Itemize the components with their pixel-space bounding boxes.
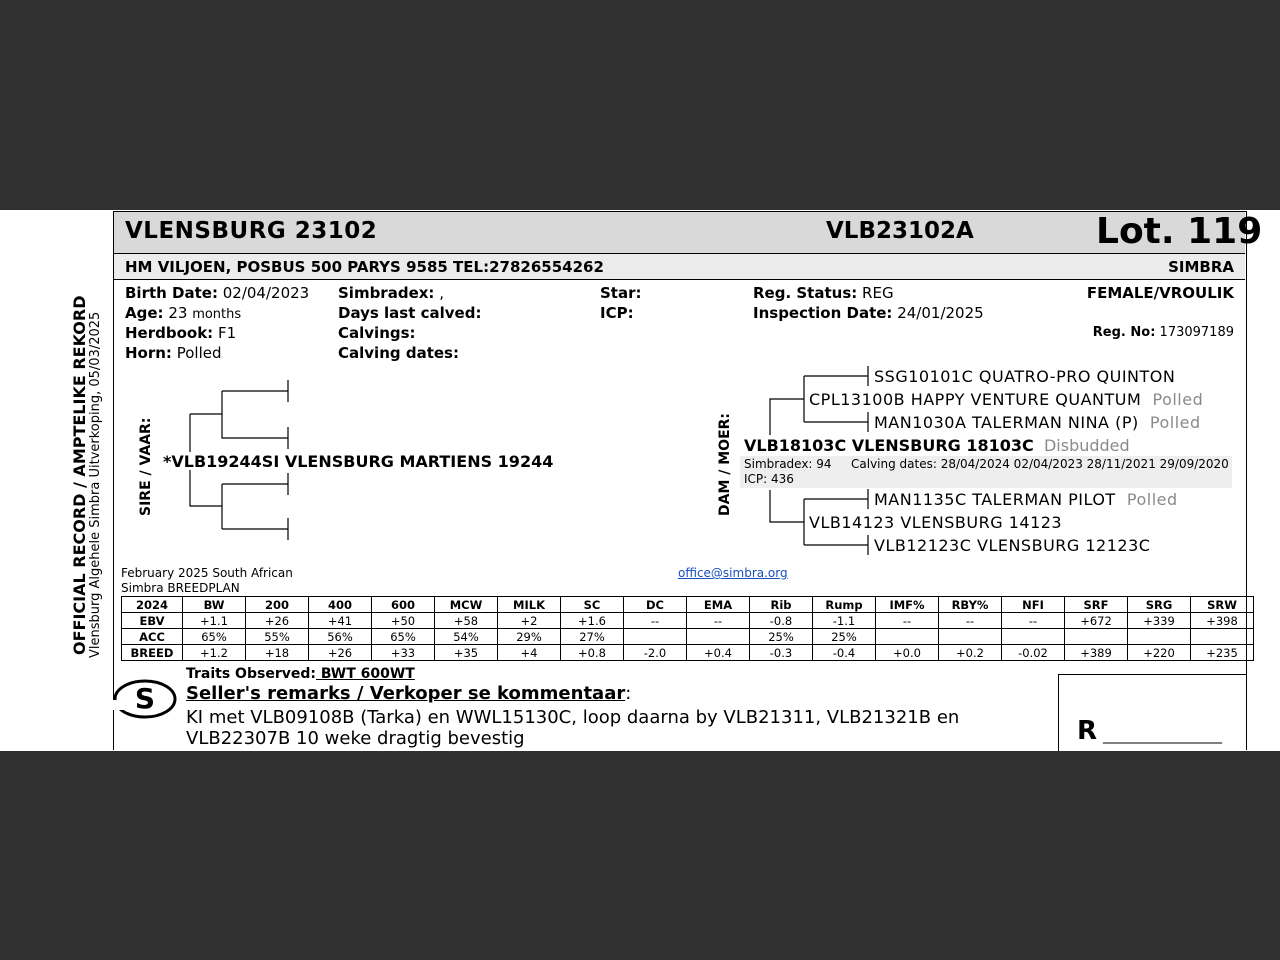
- ebv-cell: +389: [1065, 645, 1128, 661]
- animal-name: VLENSBURG 23102: [125, 218, 378, 244]
- ebv-cell: [687, 629, 750, 645]
- ebv-cell: -0.4: [813, 645, 876, 661]
- sale-subtitle: Vlensburg Algehele Simbra Uitverkoping, 05/03/2025: [88, 311, 103, 658]
- dam-dam-dam: VLB12123C VLENSBURG 12123C: [874, 536, 1151, 555]
- ebv-cell: NFI: [1002, 597, 1065, 613]
- dam-name: VLB18103C VLENSBURG 18103C Disbudded: [744, 436, 1130, 455]
- email-link[interactable]: office@simbra.org: [678, 566, 788, 580]
- ebv-cell: [876, 629, 939, 645]
- ebv-cell: --: [624, 613, 687, 629]
- ebv-cell: -2.0: [624, 645, 687, 661]
- ebv-cell: BW: [183, 597, 246, 613]
- ebv-cell: 65%: [183, 629, 246, 645]
- ebv-cell: +50: [372, 613, 435, 629]
- ebv-cell: 25%: [813, 629, 876, 645]
- ebv-cell: -0.3: [750, 645, 813, 661]
- ebv-header-row: [122, 597, 1254, 613]
- ebv-cell: [1002, 629, 1065, 645]
- dam-sire: CPL13100B HAPPY VENTURE QUANTUM Polled: [809, 390, 1204, 409]
- ebv-cell: 55%: [246, 629, 309, 645]
- ebv-cell: 56%: [309, 629, 372, 645]
- dam-dam: VLB14123 VLENSBURG 14123: [809, 513, 1063, 532]
- star: Star:: [600, 284, 642, 302]
- ebv-cell: +18: [246, 645, 309, 661]
- price-line[interactable]: _________________: [1103, 728, 1222, 744]
- ebv-cell: +26: [246, 613, 309, 629]
- ebv-cell: +33: [372, 645, 435, 661]
- simbradex: Simbradex: ,: [338, 284, 444, 302]
- ebv-cell: 600: [372, 597, 435, 613]
- remarks-title: Seller's remarks / Verkoper se kommentaar:: [186, 683, 632, 704]
- ebv-cell: +220: [1128, 645, 1191, 661]
- breedplan-line-1: February 2025 South African: [121, 566, 293, 580]
- ebv-cell: --: [1002, 613, 1065, 629]
- ebv-cell: --: [876, 613, 939, 629]
- ebv-table: [121, 596, 1254, 661]
- sex: FEMALE/VROULIK: [1086, 284, 1234, 302]
- ebv-cell: -1.1: [813, 613, 876, 629]
- ebv-cell: SRW: [1191, 597, 1254, 613]
- ebv-cell: --: [687, 613, 750, 629]
- ebv-cell: 29%: [498, 629, 561, 645]
- ebv-cell: +672: [1065, 613, 1128, 629]
- dam-calving-dates: Calving dates: 28/04/2024 02/04/2023 28/11/2021 29/09/2020: [851, 457, 1229, 471]
- ebv-row: [122, 613, 1254, 629]
- ebv-cell: +26: [309, 645, 372, 661]
- ebv-cell: [1191, 629, 1254, 645]
- ebv-cell: +398: [1191, 613, 1254, 629]
- ebv-cell: MILK: [498, 597, 561, 613]
- ebv-cell: 200: [246, 597, 309, 613]
- horn: Horn: Polled: [125, 344, 222, 362]
- lot-number: Lot. 119: [1096, 211, 1263, 252]
- ebv-cell: +0.4: [687, 645, 750, 661]
- reg-status: Reg. Status: REG: [753, 284, 894, 302]
- ebv-cell: +0.2: [939, 645, 1002, 661]
- ebv-cell: BREED: [122, 645, 183, 661]
- inspection-date: Inspection Date: 24/01/2025: [753, 304, 984, 322]
- sire-name: *VLB19244SI VLENSBURG MARTIENS 19244: [163, 452, 554, 471]
- ebv-cell: --: [939, 613, 1002, 629]
- ebv-cell: ACC: [122, 629, 183, 645]
- herdbook: Herdbook: F1: [125, 324, 237, 342]
- birth-date: Birth Date: 02/04/2023: [125, 284, 310, 302]
- dam-sire-sire: SSG10101C QUATRO-PRO QUINTON: [874, 367, 1176, 386]
- ebv-cell: +4: [498, 645, 561, 661]
- ebv-cell: +235: [1191, 645, 1254, 661]
- ebv-cell: +1.1: [183, 613, 246, 629]
- ebv-cell: [1128, 629, 1191, 645]
- ebv-cell: +1.2: [183, 645, 246, 661]
- calving-dates: Calving dates:: [338, 344, 459, 362]
- ebv-cell: +58: [435, 613, 498, 629]
- ebv-cell: -0.8: [750, 613, 813, 629]
- svg-text:S: S: [134, 682, 156, 715]
- dam-simbradex: Simbradex: 94: [744, 457, 832, 471]
- ebv-cell: +339: [1128, 613, 1191, 629]
- breedplan-line-2: Simbra BREEDPLAN: [121, 581, 240, 595]
- remarks-line-1: KI met VLB09108B (Tarka) en WWL15130C, loop daarna by VLB21311, VLB21321B en: [186, 707, 960, 728]
- icp: ICP:: [600, 304, 634, 322]
- ebv-cell: 54%: [435, 629, 498, 645]
- ebv-cell: [624, 629, 687, 645]
- ebv-cell: MCW: [435, 597, 498, 613]
- calvings: Calvings:: [338, 324, 416, 342]
- ebv-cell: +0.0: [876, 645, 939, 661]
- dam-dam-sire: MAN1135C TALERMAN PILOT Polled: [874, 490, 1178, 509]
- ebv-cell: +35: [435, 645, 498, 661]
- ebv-cell: SRG: [1128, 597, 1191, 613]
- ebv-cell: EBV: [122, 613, 183, 629]
- ebv-cell: 27%: [561, 629, 624, 645]
- ebv-cell: RBY%: [939, 597, 1002, 613]
- ebv-cell: +0.8: [561, 645, 624, 661]
- age: Age: 23 months: [125, 304, 242, 322]
- ebv-cell: 65%: [372, 629, 435, 645]
- ebv-cell: DC: [624, 597, 687, 613]
- breed-label: SIMBRA: [1168, 258, 1234, 276]
- remarks-line-2: VLB22307B 10 weke dragtig bevestig: [186, 728, 525, 749]
- ebv-cell: 25%: [750, 629, 813, 645]
- ebv-cell: SRF: [1065, 597, 1128, 613]
- ebv-cell: 400: [309, 597, 372, 613]
- ebv-cell: IMF%: [876, 597, 939, 613]
- animal-code: VLB23102A: [826, 218, 974, 244]
- official-record-title: OFFICIAL RECORD / AMPTELIKE REKORD: [70, 295, 89, 655]
- price-label: R: [1077, 716, 1098, 746]
- days-last-calved: Days last calved:: [338, 304, 482, 322]
- ebv-cell: +2: [498, 613, 561, 629]
- dam-sire-dam: MAN1030A TALERMAN NINA (P) Polled: [874, 413, 1201, 432]
- ebv-cell: +1.6: [561, 613, 624, 629]
- ebv-cell: Rump: [813, 597, 876, 613]
- dam-icp: ICP: 436: [744, 472, 794, 486]
- reg-no: Reg. No: 173097189: [1092, 325, 1234, 340]
- ebv-cell: [1065, 629, 1128, 645]
- breed-row: [122, 645, 1254, 661]
- traits-observed: Traits Observed: BWT 600WT: [186, 666, 415, 682]
- ebv-cell: [939, 629, 1002, 645]
- simbra-logo-icon: [112, 678, 178, 720]
- ebv-cell: Rib: [750, 597, 813, 613]
- ebv-cell: EMA: [687, 597, 750, 613]
- acc-row: [122, 629, 1254, 645]
- ebv-cell: 2024: [122, 597, 183, 613]
- ebv-cell: -0.02: [1002, 645, 1065, 661]
- owner-line: HM VILJOEN, POSBUS 500 PARYS 9585 TEL:27826554262: [125, 258, 604, 276]
- ebv-cell: SC: [561, 597, 624, 613]
- ebv-cell: +41: [309, 613, 372, 629]
